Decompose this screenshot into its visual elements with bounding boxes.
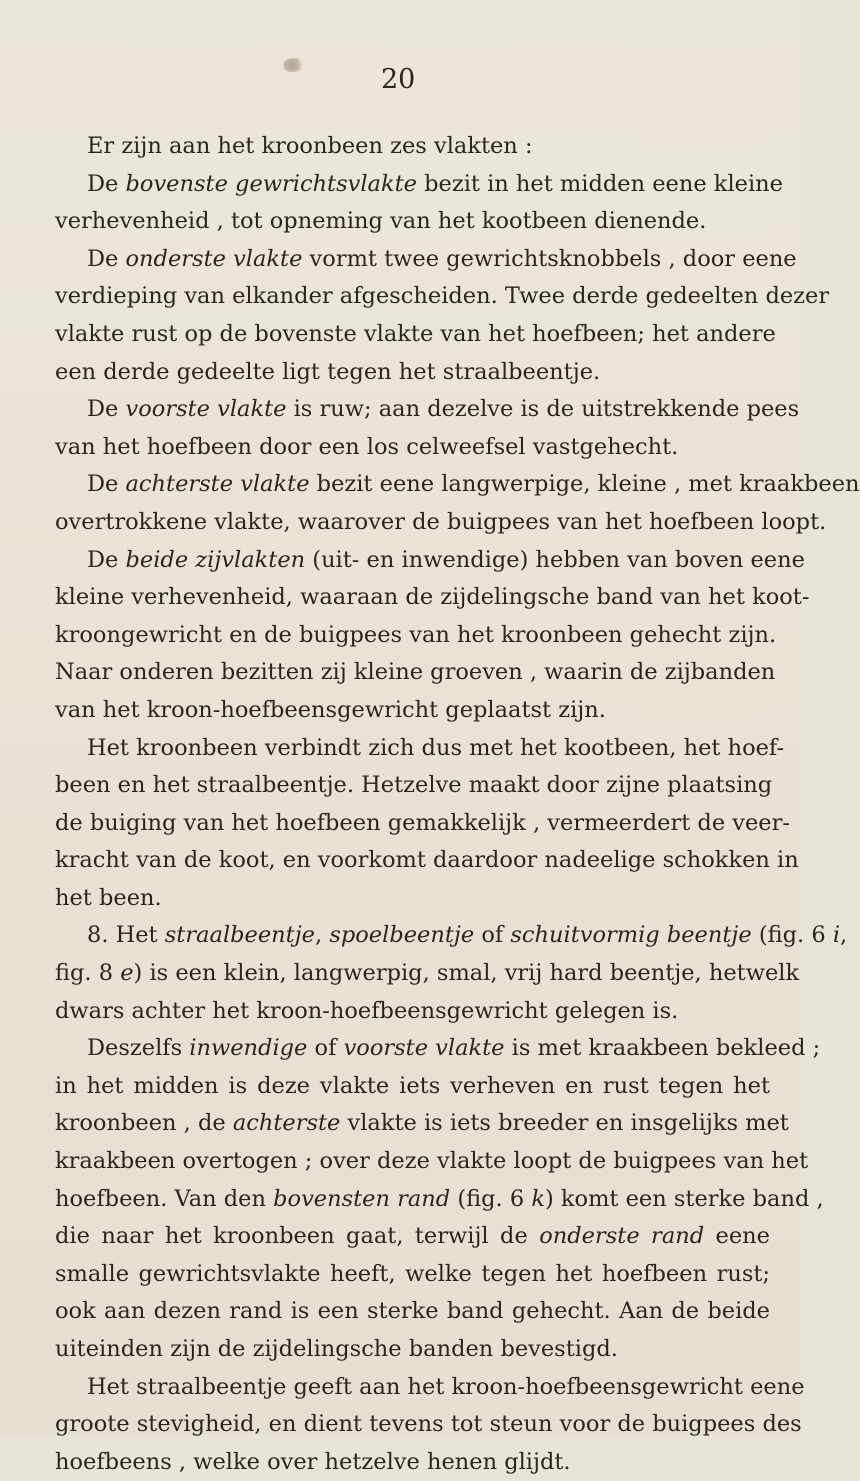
text-run: Het straalbeentje geeft aan het kroon-hoefbeensgewricht eene: [87, 1373, 805, 1400]
text-line: [55, 1331, 770, 1369]
text-line: [55, 767, 773, 805]
text-run: of: [474, 922, 511, 949]
text-run: is ruw; aan dezelve is de uitstrekkende pees: [286, 396, 800, 423]
italic-term: beide zijvlakten: [125, 546, 306, 573]
text-run: de buiging van het hoefbeen gemakkelijk , vermeerdert de veer-: [55, 809, 790, 836]
text-line: [55, 542, 805, 580]
italic-term: e: [120, 960, 134, 987]
text-run: Er zijn aan het kroonbeen zes vlakten :: [87, 133, 533, 159]
text-run: kracht van de koot, en voorkomt daardoor nadeelige schokken in: [55, 847, 799, 874]
text-line: [55, 1068, 770, 1106]
text-run: in het midden is deze vlakte iets verheven en rust tegen het: [55, 1072, 770, 1099]
text-line: [55, 1406, 802, 1444]
text-run: dwars achter het kroon-hoefbeensgewricht gelegen is.: [55, 997, 679, 1024]
text-line: [55, 955, 800, 993]
text-line: [55, 880, 770, 918]
text-line: [55, 1181, 824, 1219]
italic-term: onderste rand: [539, 1223, 705, 1250]
text-run: van het hoefbeen door een los celweefsel vastgehecht.: [55, 433, 679, 460]
text-run: ook aan dezen rand is een sterke band gehecht. Aan de beide: [55, 1298, 770, 1325]
text-line: [55, 354, 770, 392]
text-line: [55, 1030, 821, 1068]
text-line: [55, 654, 776, 692]
text-line: [55, 1218, 770, 1256]
italic-term: bovenste gewrichtsvlakte: [125, 170, 417, 197]
text-run: die naar het kroonbeen gaat, terwijl de: [55, 1223, 540, 1250]
text-line: [55, 917, 848, 955]
text-run: ) komt een sterke band ,: [544, 1185, 824, 1212]
text-run: een derde gedeelte ligt tegen het straalbeentje.: [55, 358, 601, 385]
text-run: De: [87, 245, 126, 272]
italic-term: achterste vlakte: [125, 471, 310, 498]
text-line: [55, 805, 790, 843]
text-run: het been.: [55, 884, 162, 911]
text-run: fig. 8: [55, 960, 121, 987]
ink-smudge: [283, 58, 305, 72]
text-line: [55, 1143, 809, 1181]
text-line: [55, 316, 776, 354]
text-run: overtrokkene vlakte, waarover de buigpees van het hoefbeen loopt.: [55, 508, 827, 535]
page-number: 20: [381, 64, 416, 95]
text-line: [55, 241, 797, 279]
text-run: eene: [704, 1223, 770, 1250]
text-line: [55, 278, 830, 316]
text-line: [55, 617, 777, 655]
text-line: [55, 1105, 789, 1143]
text-line: [55, 1256, 770, 1294]
text-run: been en het straalbeentje. Hetzelve maakt door zijne plaatsing: [55, 772, 773, 799]
text-line: [55, 391, 800, 429]
text-run: uiteinden zijn de zijdelingsche banden bevestigd.: [55, 1336, 618, 1362]
text-run: kroonbeen , de: [55, 1110, 233, 1137]
text-run: verhevenheid , tot opneming van het kootbeen dienende.: [55, 208, 707, 235]
italic-term: onderste vlakte: [125, 245, 303, 272]
text-run: De: [87, 170, 126, 197]
body-text: [55, 128, 860, 1481]
text-line: [55, 128, 770, 166]
text-line: [55, 1293, 770, 1331]
text-line: [55, 692, 770, 730]
italic-term: voorste vlakte: [343, 1035, 505, 1062]
text-run: (fig. 6: [450, 1185, 532, 1212]
text-line: [55, 579, 810, 617]
text-run: De: [87, 471, 126, 498]
text-run: vormt twee gewrichtsknobbels , door eene: [302, 245, 797, 272]
italic-term: achterste: [232, 1110, 341, 1137]
text-run: bezit in het midden eene kleine: [416, 170, 783, 197]
text-run: smalle gewrichtsvlakte heeft, welke tegen het hoefbeen rust;: [55, 1260, 770, 1287]
italic-term: straalbeentje: [164, 922, 315, 949]
text-run: kleine verhevenheid, waaraan de zijdelingsche band van het koot-: [55, 584, 810, 611]
text-run: hoefbeen. Van den: [55, 1185, 274, 1212]
text-line: [55, 166, 783, 204]
text-run: verdieping van elkander afgescheiden. Twee derde gedeelten dezer: [55, 283, 830, 310]
text-run: vlakte rust op de bovenste vlakte van het hoefbeen; het andere: [55, 320, 776, 347]
text-run: (uit- en inwendige) hebben van boven eene: [305, 546, 805, 573]
text-run: 8. Het: [87, 922, 165, 949]
text-run: Deszelfs: [87, 1035, 190, 1062]
text-run: hoefbeens , welke over hetzelve henen glijdt.: [55, 1448, 571, 1475]
text-line: [55, 730, 785, 768]
text-run: (fig. 6: [751, 922, 833, 949]
text-run: vlakte is iets breeder en insgelijks met: [340, 1110, 789, 1137]
text-line: [55, 429, 770, 467]
text-run: kraakbeen overtogen ; over deze vlakte loopt de buigpees van het: [55, 1148, 809, 1175]
text-run: Naar onderen bezitten zij kleine groeven , waarin de zijbanden: [55, 659, 776, 686]
italic-term: spoelbeentje: [329, 922, 475, 949]
text-run: De: [87, 546, 126, 573]
text-run: ,: [840, 922, 848, 949]
text-run: kroongewricht en de buigpees van het kroonbeen gehecht zijn.: [55, 621, 777, 648]
italic-term: i: [832, 922, 841, 949]
italic-term: inwendige: [189, 1035, 308, 1062]
text-run: ,: [315, 922, 330, 949]
italic-term: k: [531, 1185, 545, 1212]
italic-term: voorste vlakte: [125, 396, 287, 423]
text-run: De: [87, 396, 126, 423]
text-run: bezit eene langwerpige, kleine , met kraakbeen: [309, 471, 860, 498]
text-line: [55, 203, 770, 241]
text-line: [55, 993, 770, 1031]
text-run: groote stevigheid, en dient tevens tot steun voor de buigpees des: [55, 1411, 802, 1438]
text-run: Het kroonbeen verbindt zich dus met het kootbeen, het hoef-: [87, 734, 785, 761]
text-line: [55, 842, 799, 880]
text-run: of: [307, 1035, 344, 1062]
text-line: [55, 1444, 770, 1481]
text-line: [55, 1369, 805, 1407]
text-run: ) is een klein, langwerpig, smal, vrij hard beentje, hetwelk: [133, 960, 800, 987]
italic-term: bovensten rand: [273, 1185, 451, 1212]
text-run: van het kroon-hoefbeensgewricht geplaatst zijn.: [55, 696, 606, 723]
text-run: is met kraakbeen bekleed ;: [504, 1035, 821, 1062]
italic-term: schuitvormig beentje: [510, 922, 752, 949]
text-line: [55, 504, 827, 542]
text-line: [55, 466, 860, 504]
